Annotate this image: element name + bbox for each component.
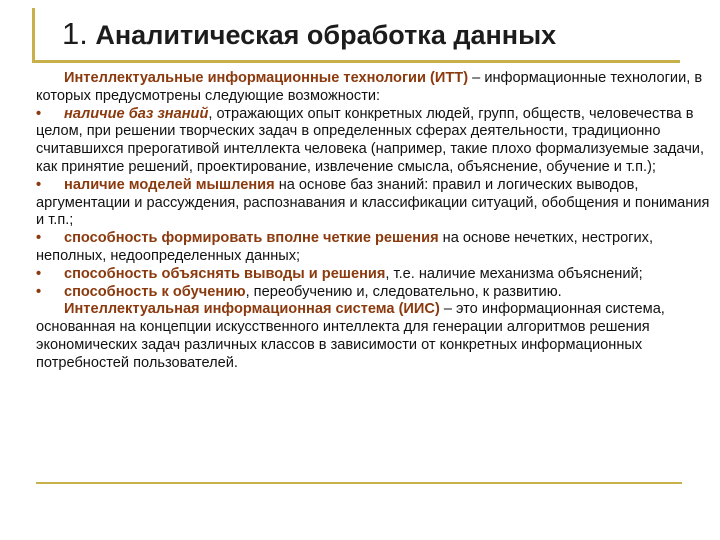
bullet-highlight: способность формировать вполне четкие решения [64, 230, 439, 247]
bullet-highlight: способность объяснять выводы и решения [64, 265, 386, 282]
intro-paragraph [36, 70, 712, 106]
title-underline-rule [32, 60, 680, 63]
bullet-text: на основе нечетких, нестрогих, неполных, недоопределенных данных; [36, 230, 654, 264]
bullet-item [36, 284, 712, 302]
bullet-highlight: наличие моделей мышления [64, 176, 275, 193]
bullet-item [36, 177, 712, 230]
bullet-icon: • [36, 265, 42, 282]
bullet-highlight: наличие баз знаний [64, 105, 209, 122]
intro-term: Интеллектуальные информационные технологии (ИТТ) [64, 70, 469, 86]
bullet-text: , переобучению и, следовательно, к развитию. [245, 283, 562, 300]
closing-paragraph [36, 301, 712, 372]
slide-body [36, 70, 712, 373]
bullet-text: , т.е. наличие механизма объяснений; [385, 265, 643, 282]
bullet-icon: • [36, 176, 42, 193]
bullet-icon: • [36, 230, 42, 247]
slide-number: 1. [62, 16, 88, 51]
bullet-item [36, 230, 712, 266]
footer-rule [36, 482, 682, 484]
bullet-text: , отражающих опыт конкретных людей, групп, обществ, человечества в целом, при решении творческих задач в определенных сферах деятельности, традиционно считавшихся прерогативой интеллекта человека (например, такие плохо формализуемые задачи, как принятие решений, проектирование, извлечение смысла, объяснение, обучение и т.п.); [36, 105, 705, 175]
bullet-icon: • [36, 105, 42, 122]
slide-title-text: Аналитическая обработка данных [95, 20, 557, 50]
title-vertical-rule [32, 8, 35, 60]
slide-title [62, 16, 556, 52]
bullet-item [36, 266, 712, 284]
bullet-item [36, 106, 712, 177]
closing-text: – это информационная система, основанная на концепции искусственного интеллекта для генерации алгоритмов решения экономических задач различных классов в зависимости от конкретных информационных потребностей пользователей. [36, 301, 665, 371]
bullet-highlight: способность к обучению [64, 283, 246, 300]
bullet-icon: • [36, 283, 42, 300]
bullet-text: на основе баз знаний: правил и логических выводов, аргументации и рассуждения, распознавания и классификации ситуаций, обобщения и понимания и т.п.; [36, 176, 710, 229]
intro-text: – информационные технологии, в которых предусмотрены следующие возможности: [36, 70, 703, 104]
closing-term: Интеллектуальная информационная система (ИИС) [64, 301, 440, 318]
